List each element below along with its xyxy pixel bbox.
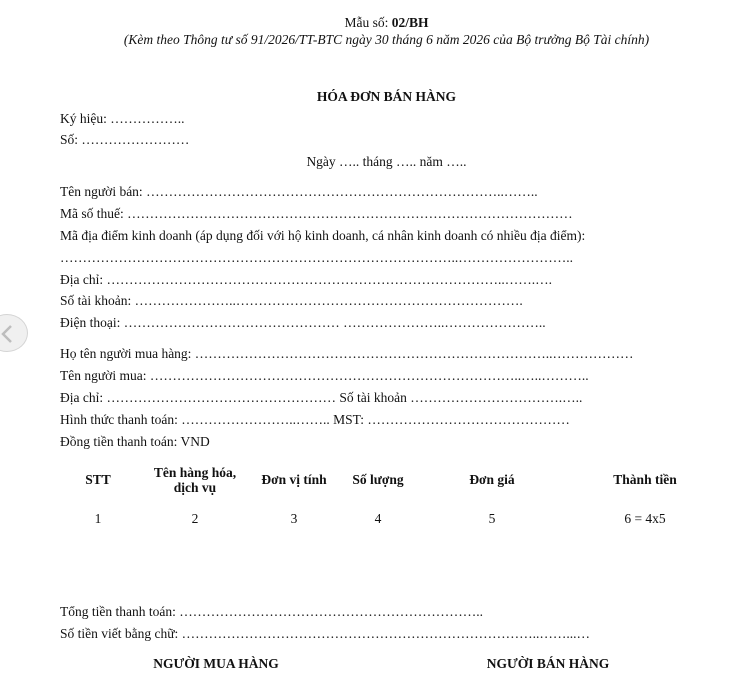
table-header-item: Tên hàng hóa, dịch vụ [153,465,237,495]
circular-note: (Kèm theo Thông tư số 91/2026/TT-BTC ngày 30 tháng 6 năm 2026 của Bộ trưởng Bộ Tài chính) [123,32,650,47]
table-cell: 5 [488,511,496,526]
form-code: 02/BH [391,15,429,30]
seller-account-field: Số tài khoản: …………………..………………………………………………………. [60,293,523,308]
buyer-address-field: Địa chỉ: …………………………………………… Số tài khoản …………………………….….. [60,390,583,405]
symbol-field: Ký hiệu: …………….. [60,111,185,126]
chevron-left-glyph [1,324,13,344]
payment-method-field: Hình thức thanh toán: ……………………..…….. MST: ……………………………………… [60,412,570,427]
table-header-unit-price: Đơn giá [469,472,515,487]
table-header-amount: Thành tiền [613,472,677,487]
seller-tax-code-field: Mã số thuế: ……………………………………………………………………………………… [60,206,573,221]
total-payment-field: Tổng tiền thanh toán: ………………………………………………………….. [60,604,483,619]
seller-phone-field: Điện thoại: ………………………………………… …………………..………………….. [60,315,546,330]
buyer-signature-label: NGƯỜI MUA HÀNG [153,656,279,671]
table-header-quantity: Số lượng [352,472,404,487]
table-cell: 1 [94,511,102,526]
seller-address-field: Địa chỉ: ……………………………………………………………………………..…….…. [60,272,552,287]
table-header-stt: STT [85,472,111,487]
seller-signature-label: NGƯỜI BÁN HÀNG [486,656,610,671]
number-field: Số: …………………… [60,132,190,147]
table-cell: 2 [191,511,199,526]
buyer-name-field: Tên người mua: ………………………………………………………………………..…..……….. [60,368,589,383]
location-code-label: Mã địa điểm kinh doanh (áp dụng đối với hộ kinh doanh, cá nhân kinh doanh có nhiều địa điểm): [60,228,586,243]
buyer-full-name-field: Họ tên người mua hàng: ……………………………………………………………………..……………… [60,346,634,361]
date-field: Ngày ….. tháng ….. năm ….. [306,154,467,169]
chevron-left-icon[interactable] [0,314,28,352]
table-cell: 6 = 4x5 [624,511,666,526]
form-number-label: Mẫu số: [344,15,392,30]
currency-field: Đồng tiền thanh toán: VND [60,434,210,449]
table-header-unit: Đơn vị tính [261,472,327,487]
location-code-field: ……………………………………………………………………………..…………………….. [60,250,573,265]
table-cell: 4 [374,511,382,526]
table-cell: 3 [290,511,298,526]
document-title: HÓA ĐƠN BÁN HÀNG [316,89,457,104]
seller-name-field: Tên người bán: ……………………………………………………………………..…….. [60,184,538,199]
amount-in-words-field: Số tiền viết bằng chữ: ……………………………………………………………………..……...… [60,626,591,641]
form-number [0,15,739,31]
